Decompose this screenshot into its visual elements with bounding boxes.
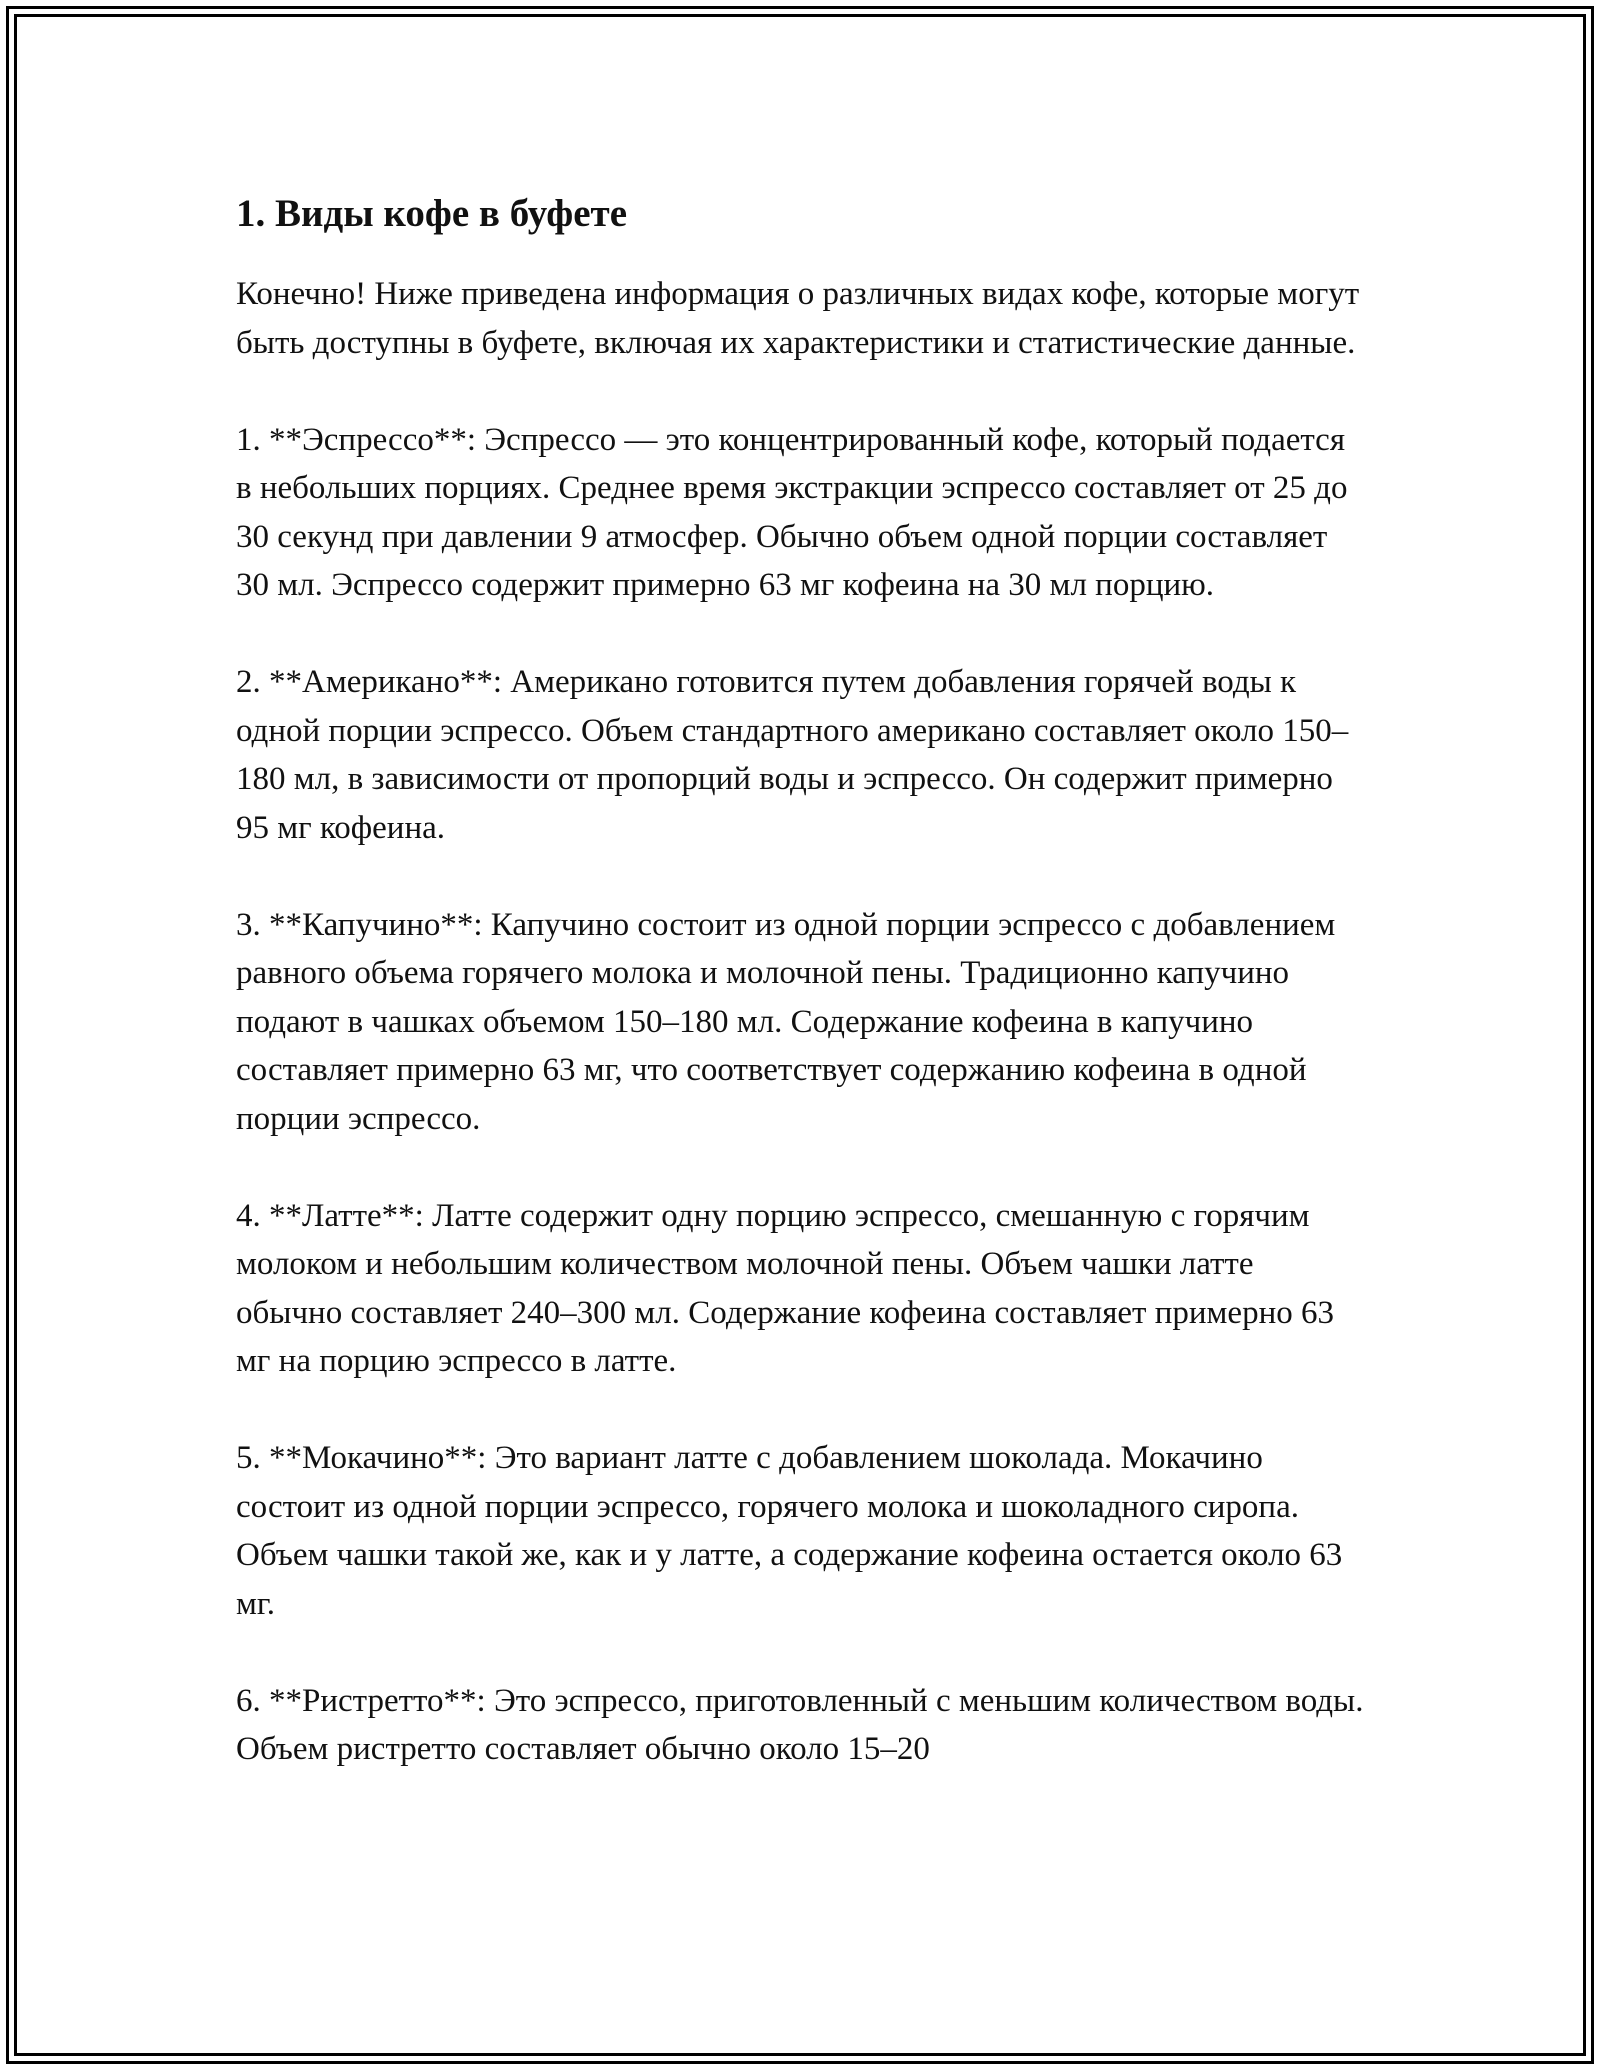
- document-title: 1. Виды кофе в буфете: [236, 192, 628, 235]
- document-body: [236, 184, 1366, 1822]
- americano-paragraph: 2. **Американо**: Американо готовится путем добавления горячей воды к одной порции эспрессо. Объем стандартного американо составляет около 150–180 мл, в зависимости от пропорций воды и эспрессо. Он содержит примерно 95 мг кофеина.: [236, 664, 1349, 846]
- ristretto-paragraph: 6. **Ристретто**: Это эспрессо, приготовленный с меньшим количеством воды. Объем ристретто составляет обычно около 15–20: [236, 1682, 1364, 1767]
- intro-paragraph: Конечно! Ниже приведена информация о различных видах кофе, которые могут быть доступны в буфете, включая их характеристики и статистические данные.: [236, 276, 1360, 361]
- cappuccino-paragraph: 3. **Капучино**: Капучино состоит из одной порции эспрессо с добавлением равного объема горячего молока и молочной пены. Традиционно капучино подают в чашках объемом 150–180 мл. Содержание кофеина в капучино составляет примерно 63 мг, что соответствует содержанию кофеина в одной порции эспрессо.: [236, 906, 1336, 1137]
- espresso-paragraph: 1. **Эспрессо**: Эспрессо — это концентрированный кофе, который подается в небольших порциях. Среднее время экстракции эспрессо составляет от 25 до 30 секунд при давлении 9 атмосфер. Обычно объем одной порции составляет 30 мл. Эспрессо содержит примерно 63 мг кофеина на 30 мл порцию.: [236, 421, 1348, 603]
- mochaccino-paragraph: 5. **Мокачино**: Это вариант латте с добавлением шоколада. Мокачино состоит из одной порции эспрессо, горячего молока и шоколадного сиропа. Объем чашки такой же, как и у латте, а содержание кофеина остается около 63 мг.: [236, 1440, 1343, 1622]
- latte-paragraph: 4. **Латте**: Латте содержит одну порцию эспрессо, смешанную с горячим молоком и небольшим количеством молочной пены. Объем чашки латте обычно составляет 240–300 мл. Содержание кофеина составляет примерно 63 мг на порцию эспрессо в латте.: [236, 1197, 1334, 1379]
